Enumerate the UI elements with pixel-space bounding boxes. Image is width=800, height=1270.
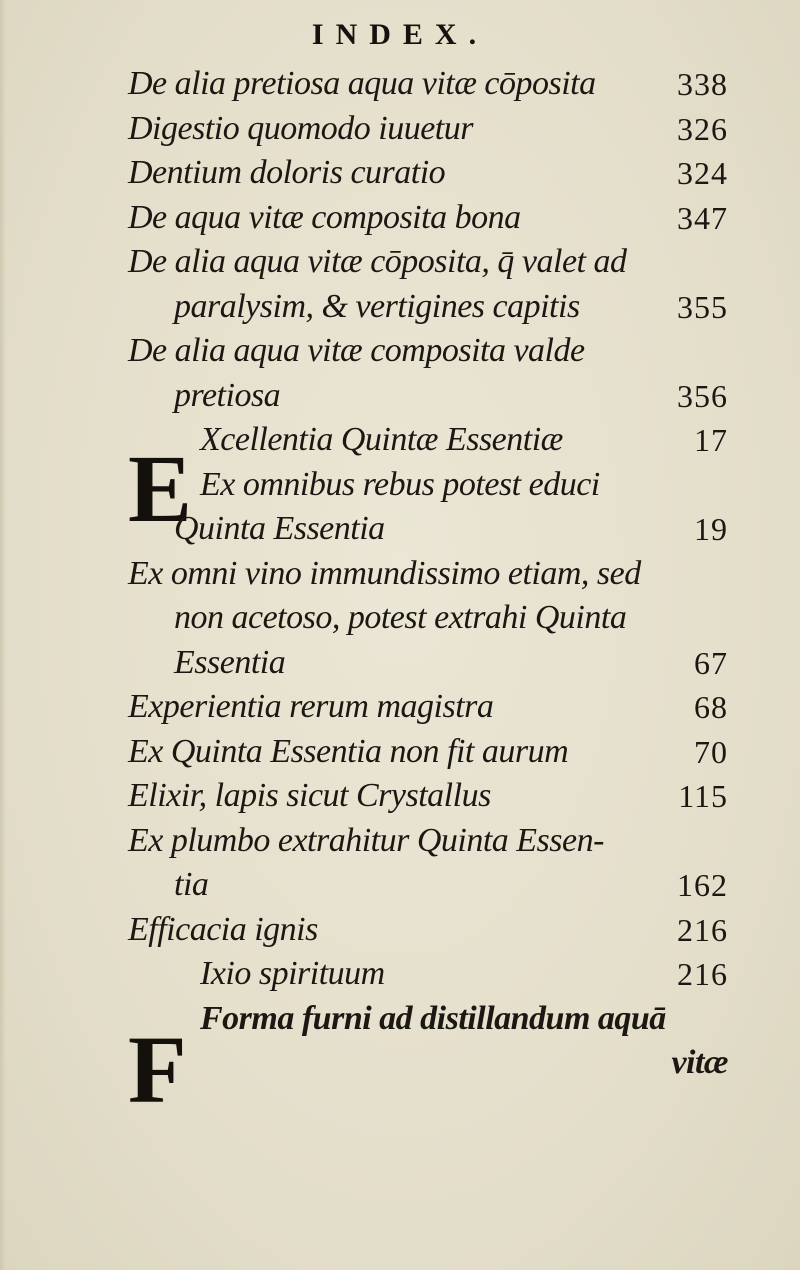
entry-text: Dentium doloris curatio: [128, 154, 446, 191]
index-line: [128, 1041, 728, 1086]
page-number: 162: [677, 867, 728, 903]
entry-text: Ixio spirituum: [200, 955, 385, 992]
entry-text: De alia aqua vitæ composita valde: [128, 332, 585, 369]
dropcap-f: F: [128, 1016, 187, 1123]
page-number: 17: [694, 422, 728, 458]
page-number: 115: [678, 778, 728, 814]
index-line: [128, 908, 728, 953]
index-line: [128, 196, 728, 241]
entry-text: Ex plumbo extrahitur Quinta Essen-: [128, 821, 604, 859]
page-number: 216: [677, 911, 728, 948]
index-line: [128, 863, 728, 908]
index-entries: [128, 62, 728, 1086]
page-number: 355: [677, 288, 728, 325]
index-line: [128, 240, 728, 285]
entry-text: Efficacia ignis: [128, 910, 318, 948]
index-line: [128, 997, 728, 1042]
entry-text: non acetoso, potest extrahi Quinta: [174, 599, 627, 636]
entry-text: pretiosa: [174, 376, 281, 414]
index-line: [128, 596, 728, 641]
index-line: [128, 730, 728, 775]
entry-text: Forma furni ad distillandum aquā: [200, 999, 666, 1037]
page-gutter: [0, 0, 6, 1270]
page-number: 347: [677, 199, 728, 236]
entry-text: Ex omni vino immundissimo etiam, sed: [128, 554, 641, 592]
index-line: [128, 374, 728, 419]
entry-text: paralysim, & vertigines capitis: [174, 287, 580, 325]
page-number: 70: [694, 733, 728, 770]
entry-text: Elixir, lapis sicut Crystallus: [128, 777, 491, 814]
index-line: [128, 285, 728, 330]
entry-text: De aqua vitæ composita bona: [128, 198, 521, 236]
page-number: 356: [677, 377, 728, 414]
index-line: [128, 552, 728, 597]
index-line: [128, 418, 728, 463]
dropcap-e: E: [128, 435, 193, 542]
index-line: [128, 774, 728, 819]
index-line: [128, 329, 728, 374]
entry-text: Experientia rerum magistra: [128, 688, 494, 725]
index-line: [128, 819, 728, 864]
page-number: 338: [677, 66, 728, 102]
page-number: 324: [677, 155, 728, 191]
index-line: [128, 62, 728, 107]
index-line: [128, 507, 728, 552]
entry-text: De alia aqua vitæ cōposita, q̄ valet ad: [128, 243, 627, 280]
page-number: 216: [677, 956, 728, 992]
page-number: 19: [694, 511, 728, 547]
index-line: [128, 463, 728, 508]
entry-text: Digestio quomodo iuuetur: [128, 109, 473, 147]
page-number: 326: [677, 110, 728, 147]
index-line: [128, 685, 728, 730]
index-line: [128, 151, 728, 196]
entry-text: De alia pretiosa aqua vitæ cōposita: [128, 65, 596, 102]
entry-text: vitæ: [671, 1044, 728, 1081]
entry-text: Quinta Essentia: [174, 510, 385, 547]
page-number: 68: [694, 689, 728, 725]
entry-text: Ex Quinta Essentia non fit aurum: [128, 732, 569, 770]
index-line: [128, 952, 728, 997]
entry-text: Ex omnibus rebus potest educi: [200, 465, 600, 503]
entry-text: Xcellentia Quintæ Essentiæ: [200, 421, 563, 458]
index-line: [128, 107, 728, 152]
entry-text: Essentia: [174, 643, 286, 681]
page-number: 67: [694, 644, 728, 681]
page-header: INDEX.: [311, 18, 489, 51]
entry-text: tia: [174, 866, 209, 903]
index-line: [128, 641, 728, 686]
